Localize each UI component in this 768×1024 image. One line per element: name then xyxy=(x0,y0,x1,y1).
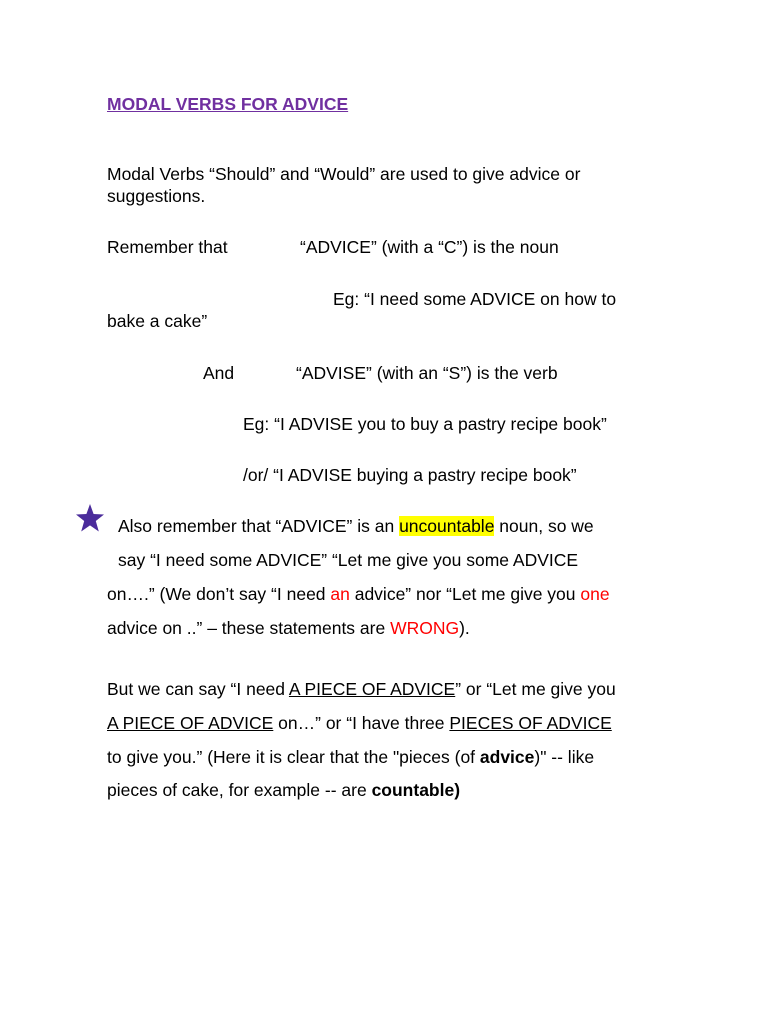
uncountable-line-3-b: advice” nor “Let me give you xyxy=(349,584,581,604)
star-shape xyxy=(76,504,104,532)
uncountable-line-4 xyxy=(107,620,470,638)
pieces-of-advice: PIECES OF ADVICE xyxy=(449,713,612,733)
wrong-word-an: an xyxy=(330,584,350,604)
wrong-label: WRONG xyxy=(390,618,460,638)
uncountable-line-3 xyxy=(107,586,610,604)
verb-rule-text: “ADVISE” (with an “S”) is the verb xyxy=(296,363,558,383)
uncountable-highlight: uncountable xyxy=(399,516,495,536)
verb-example-1: Eg: “I ADVISE you to buy a pastry recipe book” xyxy=(243,414,607,434)
countable-line-2-a: on…” or “I have three xyxy=(273,713,450,733)
countable-line-3 xyxy=(107,749,594,767)
piece-of-advice-1: A PIECE OF ADVICE xyxy=(288,679,456,699)
advice-bold: advice xyxy=(479,747,535,767)
noun-rule-text: “ADVICE” (with a “C”) is the noun xyxy=(300,237,559,257)
noun-rule-lead: Remember that xyxy=(107,237,228,257)
verb-example-2: /or/ “I ADVISE buying a pastry recipe book” xyxy=(243,465,577,485)
page-title: MODAL VERBS FOR ADVICE xyxy=(107,94,349,114)
piece-of-advice-2: A PIECE OF ADVICE xyxy=(107,713,274,733)
verb-rule-lead: And xyxy=(203,363,235,383)
uncountable-line-1-b: noun, so we xyxy=(494,516,594,536)
wrong-word-one: one xyxy=(580,584,610,604)
countable-bold: countable) xyxy=(371,780,461,800)
intro-line-1: Modal Verbs “Should” and “Would” are used to give advice or xyxy=(107,164,581,184)
uncountable-line-1 xyxy=(118,518,594,536)
countable-line-4 xyxy=(107,782,460,800)
countable-line-1-b: ” or “Let me give you xyxy=(455,679,616,699)
noun-example-line-1: Eg: “I need some ADVICE on how to xyxy=(333,289,617,309)
noun-example-line-2: bake a cake” xyxy=(107,311,208,331)
uncountable-line-4-a: advice on ..” – these statements are xyxy=(107,618,391,638)
countable-line-2 xyxy=(107,715,612,733)
uncountable-line-4-b: ). xyxy=(459,618,470,638)
uncountable-line-3-a: on….” (We don’t say “I need xyxy=(107,584,331,604)
uncountable-line-2: say “I need some ADVICE” “Let me give you some ADVICE xyxy=(118,550,579,570)
countable-line-4-a: pieces of cake, for example -- are xyxy=(107,780,372,800)
countable-line-3-a: to give you.” (Here it is clear that the "pieces (of xyxy=(107,747,480,767)
uncountable-line-1-a: Also remember that “ADVICE” is an xyxy=(118,516,400,536)
intro-line-2: suggestions. xyxy=(107,186,206,206)
star-icon xyxy=(75,503,105,533)
countable-line-3-c: )" -- like xyxy=(534,747,595,767)
countable-line-1-a: But we can say “I need xyxy=(107,679,289,699)
countable-line-1 xyxy=(107,681,616,699)
